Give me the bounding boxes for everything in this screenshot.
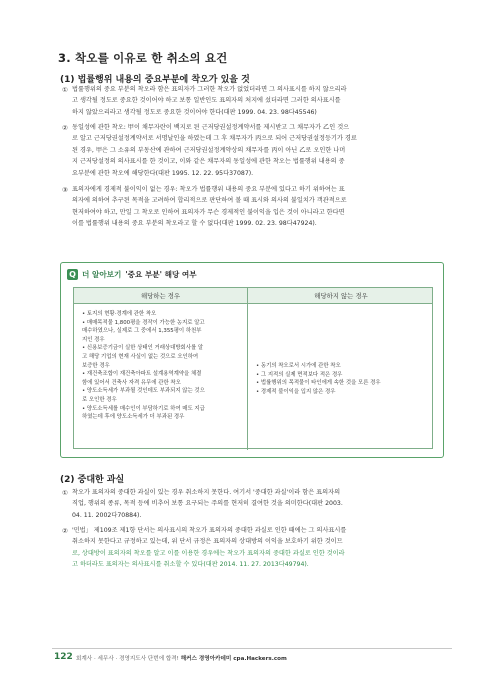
list-item: 지인 경우	[82, 336, 105, 343]
list-item: 보증한 경우	[82, 362, 110, 369]
item-3-paragraph	[72, 184, 452, 230]
footer-brand: 해커스 경영아카데미 cpa.Hackers.com	[180, 656, 287, 662]
item-2-1-paragraph	[72, 487, 452, 521]
question-badge-icon: Q	[67, 269, 78, 280]
list-item: • 양도소득세가 부과될 것인데도 부과되지 않는 것으	[82, 388, 205, 395]
callout-title-prefix: 더 알아보기	[82, 270, 122, 279]
list-item: • 재건축조합이 재건축아파트 설계용역계약을 체결	[82, 371, 202, 378]
item-1-line-2: 고 생각될 정도로 중요한 것이어야 하고 보통 일반인도 표의자의 처지에 섰더라면 그러한 의사표시를	[72, 97, 341, 105]
item-2-line-2: 로 알고 근저당권설정계약서로 서명날인을 하였는데 그 후 채무자가 丙으로 되어 근저당권설정등기가 경료	[72, 135, 357, 143]
footer-text	[76, 654, 287, 662]
list-item: • 토지의 현황·경계에 관한 착오	[82, 311, 157, 317]
list-item: • 경제적 불이익을 입지 않은 경우	[256, 388, 336, 395]
item-3-line-4: 이를 법률행위 내용의 중요 부분의 착오라고 할 수 없다(대판 1999. 02. 23. 98다47924).	[72, 220, 317, 228]
footer-divider	[52, 648, 452, 649]
list-item: • 신용보증기금이 실한 상태인 거래상대방회사를 알	[82, 345, 204, 352]
learn-more-callout	[60, 262, 444, 458]
list-item: • 법률행위의 목적물이 타인에게 속한 것을 모른 경우	[256, 380, 381, 387]
list-item: 로 오인한 경우	[82, 396, 117, 403]
item-2-1-line-2: 직업, 행위의 종류, 목적 등에 비추어 보통 요구되는 주의를 현저히 결여한 것을 의미한다(대판 2003.	[72, 500, 343, 508]
list-item: • 매매목적물 1,800평을 경작이 가능한 농지로 알고	[82, 319, 205, 326]
table-header-row	[74, 288, 432, 304]
subsection-2-title: (2) 중대한 과실	[60, 475, 125, 485]
item-2-number: ②	[62, 124, 68, 132]
item-2-line-3: 된 경우, 甲은 그 소유의 부동산에 관하여 근저당권설정계약상의 채무자를 丙이 아닌 乙로 오인한 나머	[72, 146, 346, 154]
item-2-1-line-1: 착오가 표의자의 중대한 과실이 있는 경우 취소하지 못한다. 여기서 '중대한 과실'이라 함은 표의자의	[72, 489, 341, 496]
list-item: • 양도소득세를 매수인이 부담하기로 하여 매도 지급	[82, 405, 205, 412]
section-title: 3. 착오를 이유로 한 취소의 요건	[58, 51, 228, 65]
item-3-line-2: 의자에 의하여 추구된 목적을 고려하여 합리적으로 판단하여 볼 때 표시와 의사의 불일치가 객관적으로	[72, 197, 347, 205]
item-2-2-line-3-highlight: 로, 상대방이 표의자의 착오를 알고 이를 이용한 경우에는 착오가 표의자의 중대한 과실로 인한 것이라	[72, 549, 345, 557]
table-cell-applicable	[74, 304, 248, 450]
item-3-line-1: 표의자에게 경제적 불이익이 없는 경우: 착오가 법률행위 내용의 중요 부분에 있다고 하기 위하여는 표	[72, 186, 345, 193]
item-2-line-5: 요부분에 관한 착오에 해당한다(대판 1995. 12. 22. 95다37087).	[72, 169, 254, 177]
footer-tagline: 회계사 · 세무사 · 경영지도사 단번에 합격!	[76, 656, 179, 662]
table-cell-not-applicable	[248, 304, 434, 450]
item-2-2-number: ②	[62, 527, 68, 535]
importance-table	[73, 287, 433, 449]
list-item: 매수하였으나, 실제로 그 중에서 1,355평이 하천부	[82, 328, 202, 335]
item-2-2-line-4-highlight: 고 하더라도 표의자는 의사표시를 취소할 수 있다(대판 2014. 11. 27. 2013다49794).	[72, 561, 309, 569]
item-2-paragraph	[72, 122, 452, 179]
item-2-2-line-1: '민법」 제109조 제1항 단서는 의사표시의 착오가 표의자의 중대한 과실로 인한 때에는 그 의사표시를	[72, 527, 347, 534]
item-1-number: ①	[62, 86, 68, 94]
list-item: 하였는데 후에 양도소득세가 더 부과된 경우	[82, 414, 185, 421]
list-item: • 동기의 착오로서 시가에 관한 착오	[256, 363, 341, 369]
list-item: 고 해당 기업의 현재 사실이 없는 것으로 오인하여	[82, 353, 199, 360]
item-3-number: ③	[62, 186, 68, 194]
page-number: 122	[54, 652, 73, 662]
subsection-1-title: (1) 법률행위 내용의 중요부분에 착오가 있을 것	[60, 75, 250, 85]
item-2-2-paragraph	[72, 525, 452, 571]
callout-title: '중요 부분' 해당 여부	[125, 270, 197, 279]
not-applicable-list	[256, 362, 381, 396]
list-item: 함에 있어서 건축사 자격 유무에 관한 착오	[82, 379, 181, 386]
item-1-line-1: 법률행위의 중요 부분의 착오라 함은 표의자가 그러한 착오가 없었더라면 그 의사표시를 하지 않으리라	[72, 86, 347, 93]
item-1-paragraph	[72, 84, 452, 118]
item-3-line-3: 현저하여야 하고, 만일 그 착오로 인하여 표의자가 무슨 경제적인 불이익을 입은 것이 아니라고 한다면	[72, 208, 345, 216]
table-header-not-applicable: 해당하지 않는 경우	[314, 292, 368, 300]
item-2-line-1: 동일성에 관한 착오: 甲이 채무자란이 백지로 된 근저당권설정계약서를 제시받고 그 채무자가 乙인 것으	[72, 124, 350, 131]
table-header-applicable: 해당하는 경우	[74, 288, 248, 304]
item-2-line-4: 지 근저당설정의 의사표시를 한 것이고, 이와 같은 채무자의 동일성에 관한 착오는 법률행위 내용의 중	[72, 158, 345, 166]
item-1-line-3: 하지 않았으리라고 생각될 정도로 중요한 것이어야 한다(대판 1999. 04. 23. 98다45546)	[72, 108, 317, 116]
callout-header	[67, 269, 197, 280]
list-item: • 그 지적의 실제 면적보다 적은 경우	[256, 371, 343, 378]
item-2-2-line-2: 취소하지 못한다고 규정하고 있는데, 위 단서 규정은 표의자의 상대방의 이익을 보호하기 위한 것이므	[72, 538, 343, 546]
item-2-1-number: ①	[62, 489, 68, 497]
item-2-1-line-3: 04. 11. 2002다70884).	[72, 511, 142, 519]
